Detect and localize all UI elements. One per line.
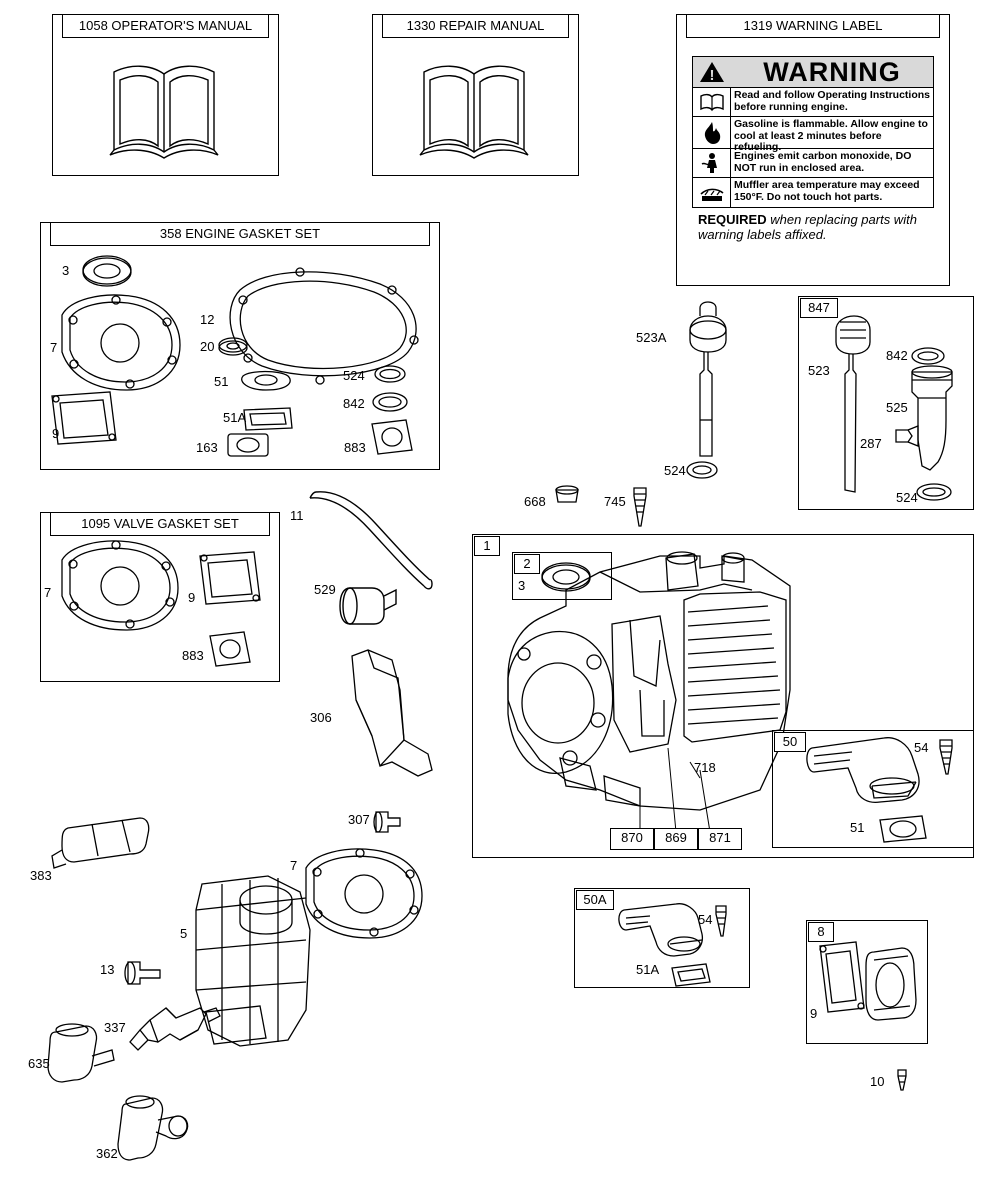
callout-842: 842: [343, 396, 365, 411]
callout-51-breather: 51: [850, 820, 865, 835]
callout-51A: 51A: [223, 410, 247, 425]
callout-362: 362: [96, 1146, 118, 1161]
callout-524-dipstick: 524: [664, 463, 686, 478]
callout-524: 524: [343, 368, 365, 383]
callout-337: 337: [104, 1020, 126, 1035]
callout-523A: 523A: [636, 330, 667, 345]
callout-525: 525: [886, 400, 908, 415]
callout-12: 12: [200, 312, 215, 327]
callout-3-seal: 3: [518, 578, 526, 593]
callout-306: 306: [310, 710, 332, 725]
callout-383: 383: [30, 868, 52, 883]
callout-13: 13: [100, 962, 115, 977]
callout-51: 51: [214, 374, 229, 389]
callout-718: 718: [694, 760, 716, 775]
callout-745: 745: [604, 494, 626, 509]
callout-529: 529: [314, 582, 336, 597]
warning-required-rest: when replacing parts with warning labels affixed.: [698, 212, 917, 242]
panel-repair-manual-title: 1330 REPAIR MANUAL: [406, 18, 545, 33]
callout-valve-7: 7: [44, 585, 52, 600]
callout-870: 870: [621, 830, 643, 845]
callout-635: 635: [28, 1056, 50, 1071]
callout-7: 7: [50, 340, 58, 355]
callout-50A: 50A: [583, 892, 607, 907]
callout-8: 8: [817, 924, 825, 939]
callout-valve-883: 883: [182, 648, 204, 663]
callout-163: 163: [196, 440, 218, 455]
callout-20: 20: [200, 339, 215, 354]
callout-883: 883: [344, 440, 366, 455]
panel-warning-label-title: 1319 WARNING LABEL: [743, 18, 883, 33]
warning-text-fuel: Gasoline is flammable. Allow engine to cool at least 2 minutes before refueling.: [734, 118, 928, 153]
callout-842-oil: 842: [886, 348, 908, 363]
warning-text-co: Engines emit carbon monoxide, DO NOT run in enclosed area.: [734, 150, 912, 174]
callout-valve-9: 9: [188, 590, 196, 605]
callout-9-exhaust: 9: [810, 1006, 818, 1021]
callout-11: 11: [290, 508, 304, 523]
panel-valve-gasket-set-title: 1095 VALVE GASKET SET: [81, 516, 239, 531]
callout-2: 2: [523, 556, 531, 571]
warning-required-bold: REQUIRED: [698, 212, 767, 227]
callout-9: 9: [52, 426, 60, 441]
warning-headline-text: WARNING: [763, 56, 901, 87]
callout-54-50A: 54: [698, 912, 713, 927]
callout-3: 3: [62, 263, 70, 278]
callout-50: 50: [782, 734, 798, 749]
callout-847: 847: [808, 300, 830, 315]
warning-text-manual: Read and follow Operating Instructions before running engine.: [734, 89, 931, 113]
callout-54: 54: [914, 740, 929, 755]
panel-operators-manual-title: 1058 OPERATOR'S MANUAL: [78, 18, 253, 33]
panel-engine-gasket-set-title: 358 ENGINE GASKET SET: [159, 226, 321, 241]
warning-text-muffler: Muffler area temperature may exceed 150°F. Do not touch hot parts.: [734, 179, 920, 203]
svg-text:!: !: [709, 67, 715, 84]
callout-524-oil: 524: [896, 490, 918, 505]
callout-523: 523: [808, 363, 830, 378]
callout-668: 668: [524, 494, 546, 509]
callout-10: 10: [870, 1074, 885, 1089]
callout-869: 869: [665, 830, 687, 845]
callout-7-head: 7: [290, 858, 298, 873]
callout-871: 871: [709, 830, 731, 845]
callout-307: 307: [348, 812, 370, 827]
callout-51A-50A: 51A: [636, 962, 660, 977]
callout-287: 287: [860, 436, 882, 451]
callout-1: 1: [483, 538, 491, 553]
callout-5: 5: [180, 926, 188, 941]
